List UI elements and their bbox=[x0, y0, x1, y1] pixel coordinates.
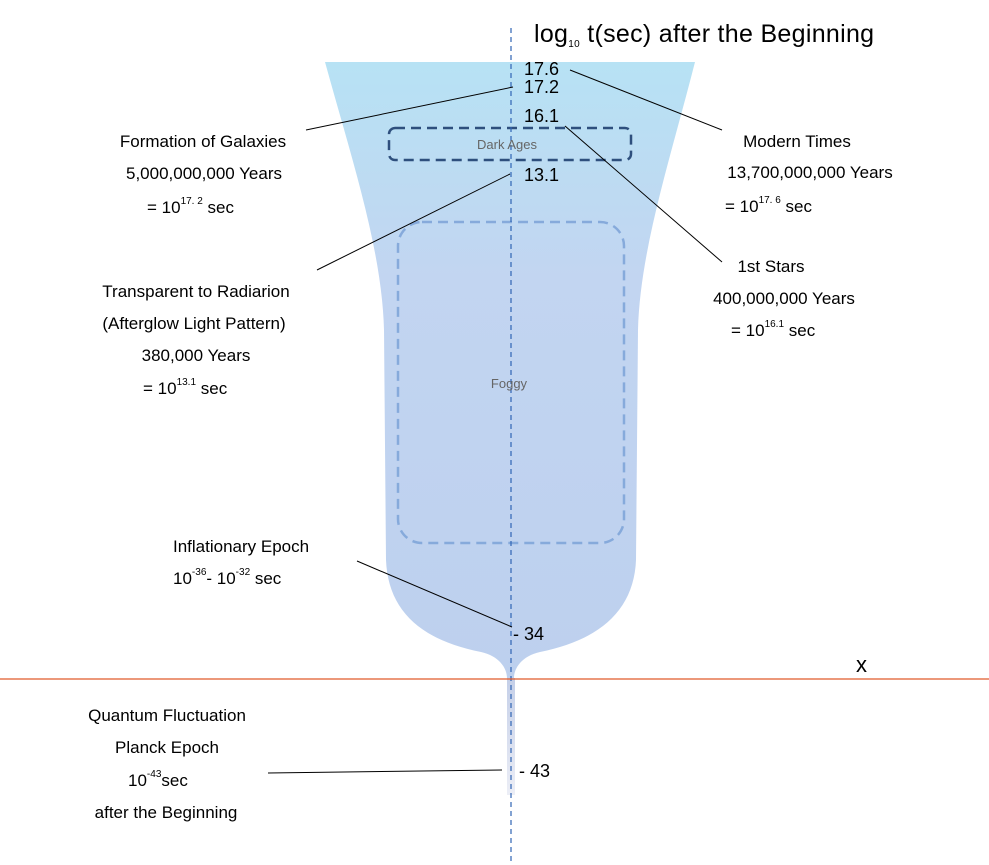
transparent-subtitle: (Afterglow Light Pattern) bbox=[102, 314, 286, 333]
planck-leader-line bbox=[268, 770, 502, 773]
tick-17-6: 17.6 bbox=[524, 59, 560, 79]
title-rest: t(sec) after the Beginning bbox=[580, 20, 875, 48]
foggy-label: Foggy bbox=[490, 376, 528, 391]
tick-16-1: 16.1 bbox=[524, 106, 560, 126]
universe-expansion-cone bbox=[325, 62, 695, 678]
transparent-title: Transparent to Radiarion bbox=[102, 282, 290, 301]
tick-minus-34: - 34 bbox=[513, 624, 545, 644]
stars-seconds: = $10^{16.1}$ sec bbox=[731, 319, 816, 340]
tick-minus-43: - 43 bbox=[519, 761, 551, 781]
tick-13-1: 13.1 bbox=[524, 165, 560, 185]
modern-seconds: = $10^{17. 6}$ sec bbox=[725, 195, 812, 216]
title-base: 10 bbox=[568, 39, 580, 50]
diagram-title bbox=[534, 20, 874, 49]
planck-subtitle: Planck Epoch bbox=[115, 738, 219, 757]
planck-title: Quantum Fluctuation bbox=[88, 706, 246, 725]
inflation-seconds: $10^{-36}-$ $10^{-32}$ sec bbox=[173, 567, 282, 588]
planck-after: after the Beginning bbox=[94, 803, 238, 822]
stars-title: 1st Stars bbox=[737, 257, 805, 276]
title-log: log bbox=[534, 20, 569, 48]
galaxies-title: Formation of Galaxies bbox=[119, 132, 287, 151]
transparent-years: 380,000 Years bbox=[141, 346, 251, 365]
galaxies-years: 5,000,000,000 Years bbox=[126, 164, 282, 183]
x-axis-label: x bbox=[856, 652, 867, 677]
tick-17-2: 17.2 bbox=[524, 77, 560, 97]
inflation-title: Inflationary Epoch bbox=[173, 537, 310, 556]
transparent-seconds: = $10^{13.1}$ sec bbox=[143, 377, 228, 398]
galaxies-seconds: = $10^{17. 2}$ sec bbox=[147, 196, 234, 217]
planck-seconds: $10^{-43}\sec$ bbox=[128, 769, 188, 790]
modern-years: 13,700,000,000 Years bbox=[727, 163, 893, 182]
modern-title: Modern Times bbox=[743, 132, 851, 151]
dark-ages-label: Dark Ages bbox=[477, 137, 537, 152]
stars-years: 400,000,000 Years bbox=[713, 289, 855, 308]
